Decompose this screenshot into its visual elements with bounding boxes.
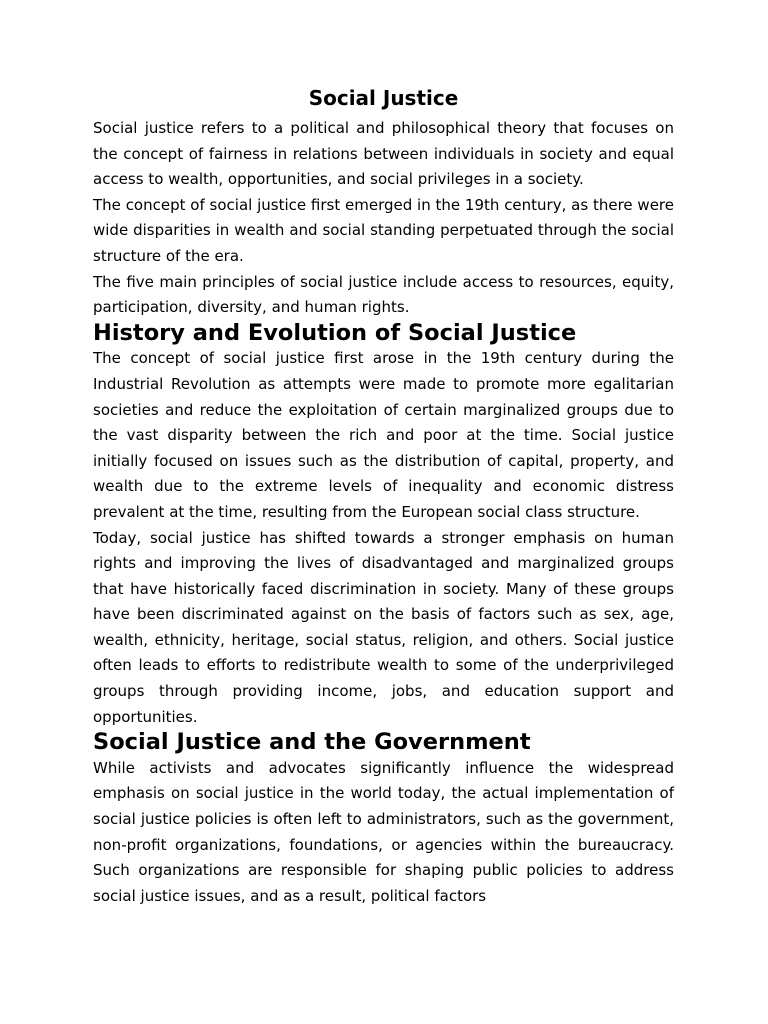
page-title: Social Justice xyxy=(308,86,459,110)
document-page xyxy=(93,84,674,909)
intro-definition-paragraph: Social justice refers to a political and philosophical theory that focuses on the concept of fairness in relations between individuals in society and equal access to wealth, opportunities, and social privileges in a society. xyxy=(93,119,674,189)
history-paragraph: The concept of social justice first arose in the 19th century during the Industrial Revolution as attempts were made to promote more egalitarian societies and reduce the exploitation of certain marginalized groups due to the vast disparity between the rich and poor at the time. Social justice initially focused on issues such as the distribution of capital, property, and wealth due to the extreme levels of inequality and economic distress prevalent at the time, resulting from the European social class structure. xyxy=(93,349,674,521)
government-paragraph: While activists and advocates significantly influence the widespread emphasis on social justice in the world today, the actual implementation of social justice policies is often left to administrators, such as the government, non-profit organizations, foundations, or agencies within the bureaucracy. Such organizations are responsible for shaping public policies to address social justice issues, and as a result, political factors xyxy=(93,758,674,905)
intro-origin-paragraph: The concept of social justice first emerged in the 19th century, as there were wide disparities in wealth and social standing perpetuated through the social structure of the era. xyxy=(93,195,674,265)
intro-principles-paragraph: The five main principles of social justice include access to resources, equity, participation, diversity, and human rights. xyxy=(93,272,674,317)
section-heading-government: Social Justice and the Government xyxy=(93,729,531,756)
today-paragraph: Today, social justice has shifted towards a stronger emphasis on human rights and improving the lives of disadvantaged and marginalized groups that have historically faced discrimination in society. Many of these groups have been discriminated against on the basis of factors such as sex, age, wealth, ethnicity, heritage, social status, religion, and others. Social justice often leads to efforts to redistribute wealth to some of the underprivileged groups through providing income, jobs, and education support and opportunities. xyxy=(93,528,674,726)
section-heading-history: History and Evolution of Social Justice xyxy=(93,319,577,346)
